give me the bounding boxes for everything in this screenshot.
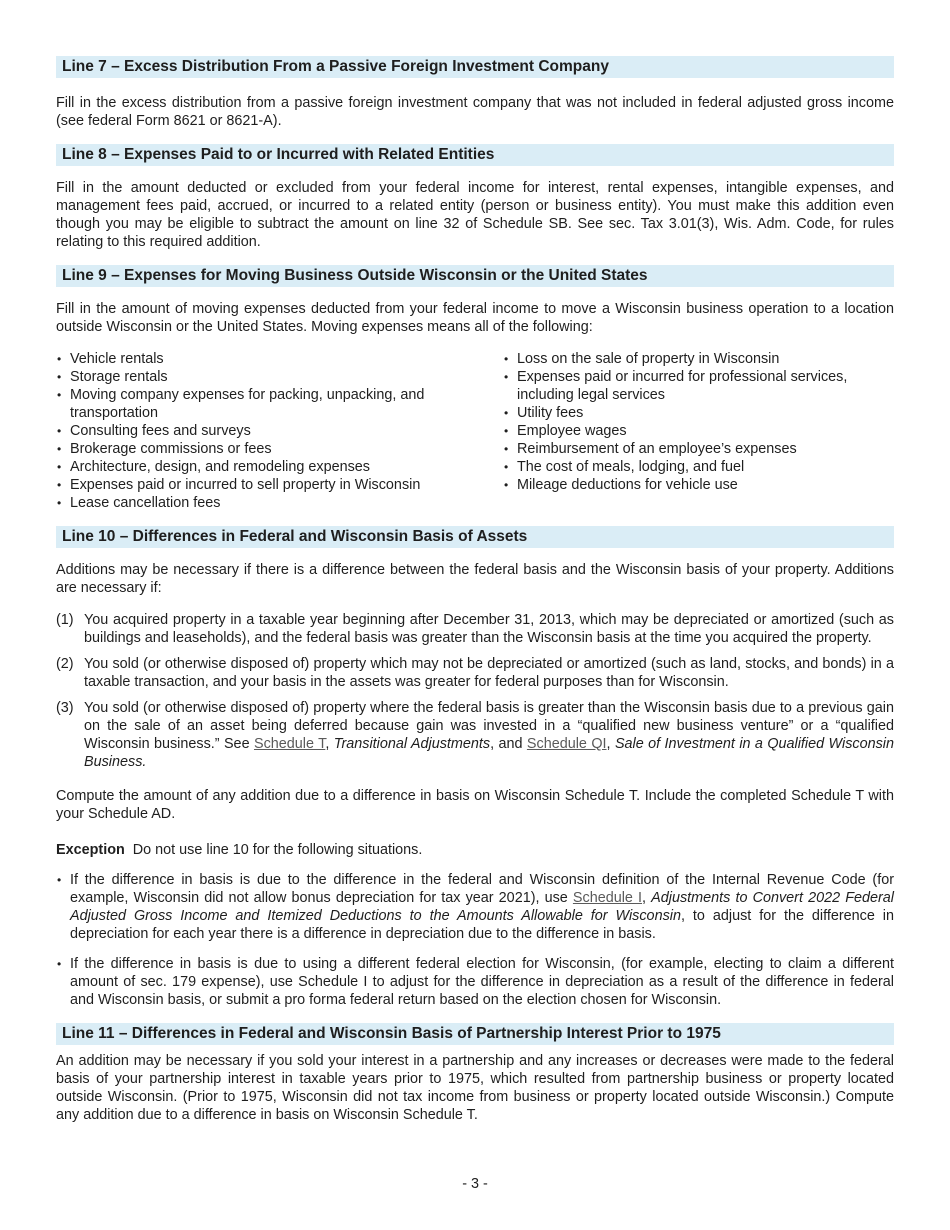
item3-text-c: , and xyxy=(490,736,527,752)
exception-text: Do not use line 10 for the following situations. xyxy=(132,842,423,858)
list-item: • Mileage deductions for vehicle use xyxy=(503,476,894,494)
item-text xyxy=(84,699,894,771)
list-item: • Architecture, design, and remodeling expenses xyxy=(56,458,503,476)
item3-text-b: , xyxy=(325,736,334,752)
bullet1-text-c: , to adjust for the difference in depreciation for each year there is a difference in depreciation due to the difference in basis. xyxy=(70,908,894,942)
numbered-item-3 xyxy=(56,699,894,771)
line8-text: Fill in the amount deducted or excluded from your federal income for interest, rental expenses, intangible expenses, and management fees paid, accrued, or incurred to a related entity (person or business entity). You must make this addition even though you may be eligible to subtract the amount on line 32 of Schedule SB. See sec. Tax 3.01(3), Wis. Adm. Code, for rules relating to this required addition. xyxy=(56,180,894,250)
item-text: You acquired property in a taxable year beginning after December 31, 2013, which may be depreciated or amortized (such as buildings and leaseholds), and the federal basis was greater than the Wisconsin basis at the time you acquired the property. xyxy=(84,612,894,646)
schedule-i-link[interactable]: Schedule I xyxy=(572,890,643,906)
list-item: • Expenses paid or incurred for professional services, including legal services xyxy=(503,368,894,404)
bullet1-text-b: , xyxy=(642,890,652,906)
document-page xyxy=(56,56,894,1124)
list-item: • Lease cancellation fees xyxy=(56,494,503,512)
moving-expenses-left-column xyxy=(56,350,503,512)
line9-heading: Line 9 – Expenses for Moving Business Outside Wisconsin or the United States xyxy=(56,265,894,287)
list-item: • The cost of meals, lodging, and fuel xyxy=(503,458,894,476)
list-item: • Reimbursement of an employee’s expenses xyxy=(503,440,894,458)
list-item: • Consulting fees and surveys xyxy=(56,422,503,440)
schedule-i-title: Adjustments to Convert 2022 Federal Adjusted Gross Income and Itemized Deductions to the Amounts Allowable for Wisconsin xyxy=(70,890,894,924)
item3-text-a: You sold (or otherwise disposed of) property where the federal basis is greater than the Wisconsin basis due to a previous gain on the sale of an asset being deferred because gain was invested in a “qualified new business venture” or a “qualified Wisconsin business.” See xyxy=(84,700,894,752)
list-item: • Moving company expenses for packing, unpacking, and transportation xyxy=(56,386,503,422)
list-item: • Expenses paid or incurred to sell property in Wisconsin xyxy=(56,476,503,494)
line10-compute-text: Compute the amount of any addition due to a difference in basis on Wisconsin Schedule T. Include the completed Schedule T with your Schedule AD. xyxy=(56,788,894,822)
numbered-item-1 xyxy=(56,611,894,647)
line8-heading: Line 8 – Expenses Paid to or Incurred with Related Entities xyxy=(56,144,894,166)
list-item: • Utility fees xyxy=(503,404,894,422)
exception-label: Exception xyxy=(56,842,125,858)
page-number: - 3 - xyxy=(462,1176,488,1192)
schedule-qi-link[interactable]: Schedule QI xyxy=(526,736,607,752)
item-number: (1) xyxy=(56,612,74,628)
line11-text: An addition may be necessary if you sold your interest in a partnership and any increases or decreases were made to the federal basis of your partnership interest in taxable years prior to 1975, which resulted from partnership business or property located outside Wisconsin. (Prior to 1975, Wisconsin did not tax income from business or property located outside Wisconsin.) Compute any addition due to a difference in basis on Wisconsin Schedule T. xyxy=(56,1053,894,1123)
line7-heading: Line 7 – Excess Distribution From a Passive Foreign Investment Company xyxy=(56,56,894,78)
list-item: • Storage rentals xyxy=(56,368,503,386)
item-number: (2) xyxy=(56,656,74,672)
exception-bullet-1 xyxy=(56,871,894,943)
line11-heading: Line 11 – Differences in Federal and Wisconsin Basis of Partnership Interest Prior to 1975 xyxy=(56,1023,894,1045)
item-text: You sold (or otherwise disposed of) property which may not be depreciated or amortized (such as land, stocks, and bonds) in a taxable transaction, and your basis in the assets was greater for federal purposes than for Wisconsin. xyxy=(84,656,894,690)
list-item: • Brokerage commissions or fees xyxy=(56,440,503,458)
numbered-item-2 xyxy=(56,655,894,691)
transitional-adjustments-title: Transitional Adjustments xyxy=(333,736,491,752)
item-number: (3) xyxy=(56,700,74,716)
list-item: • Loss on the sale of property in Wisconsin xyxy=(503,350,894,368)
list-item: • Employee wages xyxy=(503,422,894,440)
line7-text: Fill in the excess distribution from a passive foreign investment company that was not included in federal adjusted gross income (see federal Form 8621 or 8621-A). xyxy=(56,95,894,129)
moving-expenses-list xyxy=(56,350,894,512)
line10-intro: Additions may be necessary if there is a difference between the federal basis and the Wisconsin basis of your property. Additions are necessary if: xyxy=(56,562,894,596)
line10-heading: Line 10 – Differences in Federal and Wisconsin Basis of Assets xyxy=(56,526,894,548)
exception-paragraph xyxy=(56,841,894,859)
list-item: • Vehicle rentals xyxy=(56,350,503,368)
item3-text-d: , xyxy=(606,736,615,752)
moving-expenses-right-column xyxy=(503,350,894,512)
schedule-t-link[interactable]: Schedule T xyxy=(253,736,326,752)
bullet1-text-a: If the difference in basis is due to the difference in the federal and Wisconsin definition of the Internal Revenue Code (for example, Wisconsin did not allow bonus depreciation for tax year 2021), use xyxy=(70,872,894,906)
line9-text: Fill in the amount of moving expenses deducted from your federal income to move a Wisconsin business operation to a location outside Wisconsin or the United States. Moving expenses means all of the following: xyxy=(56,301,894,335)
exception-bullet-2: • If the difference in basis is due to using a different federal election for Wisconsin, (for example, electing to claim a different amount of sec. 179 expense), use Schedule I to adjust for the difference in depreciation as a result of the difference in federal and Wisconsin basis, or submit a pro forma federal return based on the election chosen for Wisconsin. xyxy=(56,955,894,1009)
schedule-qi-title: Sale of Investment in a Qualified Wisconsin Business. xyxy=(84,736,894,770)
